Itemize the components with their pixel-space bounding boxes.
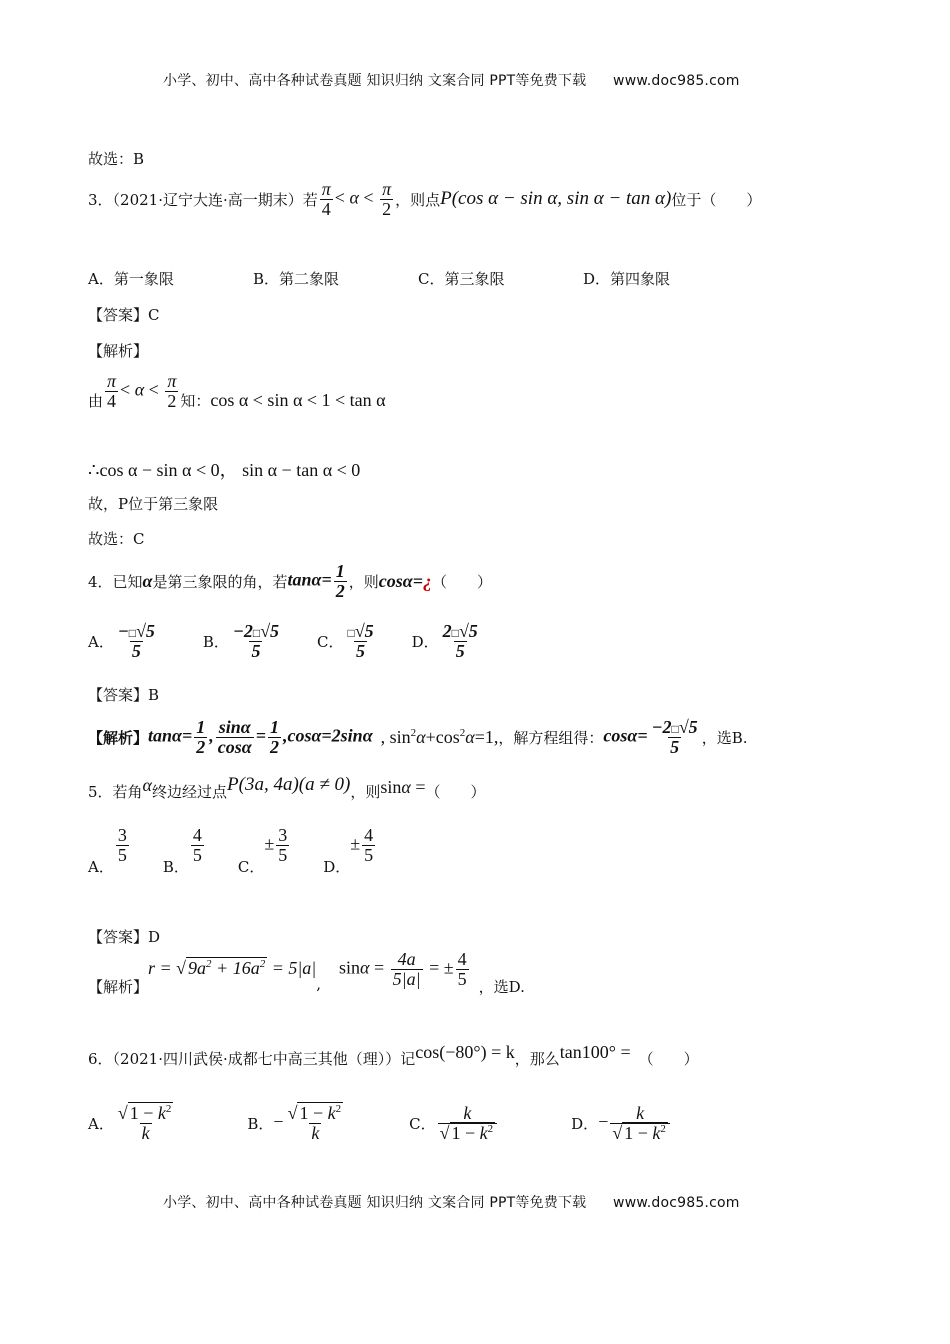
q4-analysis-result: cosα= $\frac{-2□√5}{5}$ <box>603 717 698 757</box>
q3-prefix: 3．（2021·辽宁大连·高一期末）若 <box>88 190 318 209</box>
q4-option-c-label: C． <box>317 632 344 651</box>
q3-answer: 【答案】C <box>88 306 160 324</box>
q6-option-a-label: A． <box>88 1114 114 1133</box>
q6-tail: （ ） <box>638 1050 699 1068</box>
q5-option-a-label: A． <box>88 857 114 876</box>
q3-line1-expr: cos α < sin α < 1 < tan α <box>210 389 386 410</box>
q3-option-b: B．第二象限 <box>253 270 340 288</box>
q5-option-b-value: $\frac{4}{5}$ <box>192 825 202 865</box>
q4-option-b-value: $\frac{-2□√5}{5}$ <box>232 621 279 661</box>
q6-options <box>88 1104 672 1143</box>
q3-option-d: D．第四象限 <box>583 270 671 288</box>
q6-ask: tan100° = <box>559 1042 631 1062</box>
q4-prefix: 4．已知 <box>88 572 143 591</box>
q5-option-d-label: D． <box>323 857 351 876</box>
q4-given: tanα= $\frac{1}{2}$ <box>287 561 345 601</box>
q3-analysis-line3: 故，P位于第三象限 <box>88 495 219 513</box>
q3-line1-prefix: 由 <box>88 391 104 410</box>
prev-choose: 故选：B <box>88 150 145 168</box>
q6-option-a-value: $\frac{√ 1 - k^2}{k}$ <box>117 1103 172 1143</box>
q4-ask: cosα=¿ <box>378 570 432 591</box>
q4-option-a-value: $\frac{-□√5}{5}$ <box>117 621 155 661</box>
q6-option-d-label: D． <box>571 1114 599 1133</box>
q6-option-b-value: − $\frac{√ 1 - k^2}{k}$ <box>273 1103 342 1143</box>
q4-option-b-label: B． <box>202 632 229 651</box>
q5-alpha: α <box>142 774 152 795</box>
q3-stem <box>88 180 761 219</box>
q5-tail: （ ） <box>425 782 486 801</box>
q4-mid: 是第三象限的角，若 <box>152 572 288 591</box>
q4-answer: 【答案】B <box>88 686 160 704</box>
footer-text: 小学、初中、高中各种试卷真题 知识归纳 文案合同 PPT等免费下载 <box>163 1195 587 1211</box>
q6-option-c-value: $\frac{k}{√ 1 - k^2}$ <box>438 1104 498 1143</box>
q4-analysis <box>88 718 747 757</box>
q6-stem <box>88 1042 699 1069</box>
q6-cond: cos(−80°) = k <box>415 1042 515 1062</box>
q3-choose: 故选：C <box>88 530 145 548</box>
q4-options <box>88 622 482 661</box>
q5-analysis-sin: sinα = $\frac{4a}{5|a|}$ = ± $\frac{4}{5}$ <box>339 949 467 989</box>
q3-option-a: A．第一象限 <box>88 270 174 288</box>
q3-line1-cond: $\frac{\pi}{4}$ < α < $\frac{\pi}{2}$ <box>107 371 177 411</box>
q5-stem <box>88 774 486 802</box>
q5-option-a-value: $\frac{3}{5}$ <box>117 825 127 865</box>
q4-analysis-mid: ，解方程组得： <box>498 728 604 747</box>
q3-line1-mid: 知： <box>180 391 211 410</box>
page-footer <box>163 1192 740 1212</box>
q5-then: ，则 <box>350 782 381 801</box>
q3-analysis-line1 <box>88 372 386 411</box>
q3-analysis-label: 【解析】 <box>88 342 149 360</box>
q4-analysis-label: 【解析】 <box>88 728 149 747</box>
q3-suffix: 位于（ ） <box>671 190 762 209</box>
q5-analysis: 【解析】 r = √ $9a^2 + 16a^2 = 5|a|$ , sinα = $\frac{4a}{5|a|}$ = ± $\frac{4}{5}$ ，选D. <box>88 949 525 996</box>
q4-stem <box>88 562 492 601</box>
q5-options <box>88 825 377 877</box>
q3-point: P(cos α − sin α, sin α − tan α) <box>440 188 672 210</box>
q5-option-b-label: B． <box>162 857 189 876</box>
q5-analysis-r: r = √ $9a^2 + 16a^2 = 5|a|$ <box>148 957 317 978</box>
q4-alpha: α <box>142 570 153 591</box>
q5-answer: 【答案】D <box>88 928 161 946</box>
q5-point: P(3a, 4a)(a ≠ 0) <box>227 774 351 795</box>
q6-option-d-value: − $\frac{k}{√ 1 - k^2}$ <box>598 1104 672 1143</box>
q5-option-d-value: ± $\frac{4}{5}$ <box>350 825 374 865</box>
page-header <box>163 70 740 90</box>
q5-option-c-label: C． <box>237 857 265 876</box>
q5-mid: 终边经过点 <box>152 782 228 801</box>
q3-option-c: C．第三象限 <box>418 270 505 288</box>
q4-analysis-eq1: tanα= $\frac{1}{2}$ , $\frac{\sin\alpha}{\cos\alpha}$ = $\frac{1}{2}$ ,cosα=2sinα <box>148 717 373 757</box>
q6-option-b-label: B． <box>247 1114 274 1133</box>
q6-option-c-label: C． <box>409 1114 436 1133</box>
q5-prefix: 5．若角 <box>88 782 143 801</box>
q3-condition: $\frac{\pi}{4}$ < α < $\frac{\pi}{2}$ <box>321 179 392 219</box>
q6-prefix: 6．（2021·四川武侯·成都七中高三其他（理））记 <box>88 1050 416 1068</box>
q3-middle: ，则点 <box>395 190 441 209</box>
q4-then: ，则 <box>348 572 379 591</box>
q5-option-c-value: ± $\frac{3}{5}$ <box>264 825 288 865</box>
header-url: www.doc985.com <box>613 73 740 89</box>
q5-analysis-label: 【解析】 <box>88 977 149 996</box>
q5-analysis-end: ，选D. <box>478 977 525 996</box>
q4-analysis-end: ，选B. <box>701 728 748 747</box>
footer-url: www.doc985.com <box>613 1195 740 1211</box>
q4-option-a-label: A． <box>88 632 114 651</box>
q3-analysis-line2: ∴cos α − sin α < 0， sin α − tan α < 0 <box>88 460 361 480</box>
q4-option-c-value: $\frac{□√5}{5}$ <box>347 621 374 661</box>
q4-analysis-eq2: , $\sin^2\alpha+\cos^2\alpha=1$, <box>380 726 499 747</box>
q5-ask: sinα = <box>380 776 426 797</box>
q4-option-d-value: $\frac{2□√5}{5}$ <box>442 621 478 661</box>
q4-option-d-label: D． <box>411 632 439 651</box>
q4-tail: （ ） <box>432 572 493 591</box>
q6-mid: ，那么 <box>514 1050 560 1068</box>
header-text: 小学、初中、高中各种试卷真题 知识归纳 文案合同 PPT等免费下载 <box>163 73 587 89</box>
